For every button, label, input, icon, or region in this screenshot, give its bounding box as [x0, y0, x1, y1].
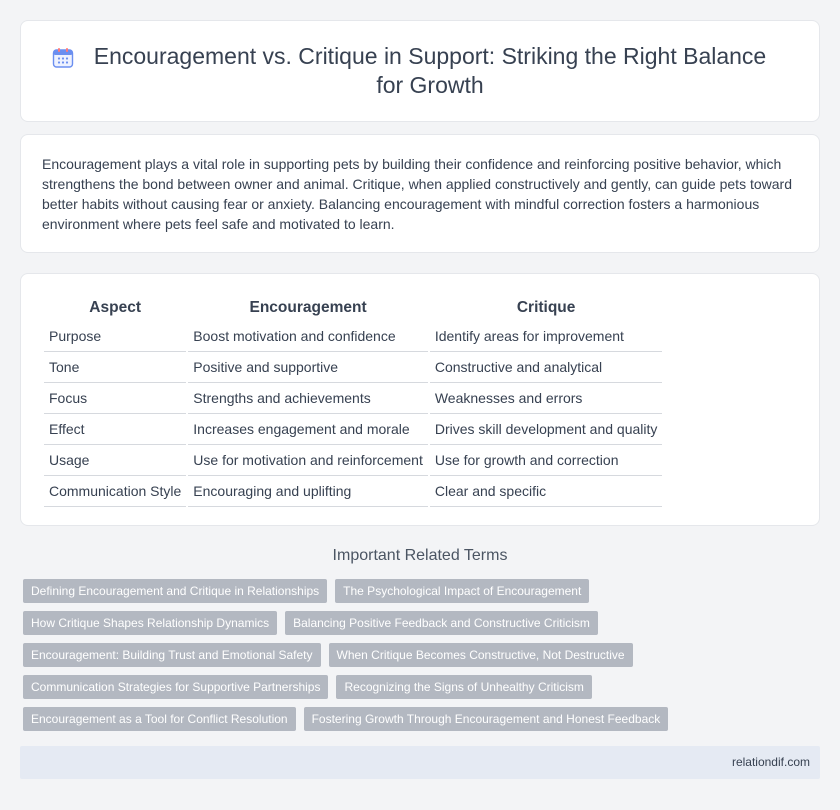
comparison-table	[42, 295, 664, 507]
column-header-aspect: Aspect	[89, 299, 141, 316]
related-term-tag[interactable]: Encouragement: Building Trust and Emotional Safety	[23, 643, 321, 667]
table-row	[44, 321, 662, 352]
related-term-tag[interactable]: Defining Encouragement and Critique in Relationships	[23, 579, 327, 603]
table-cell: Weaknesses and errors	[430, 383, 663, 414]
table-cell: Use for growth and correction	[430, 445, 663, 476]
related-term-tag[interactable]: Recognizing the Signs of Unhealthy Criticism	[336, 675, 591, 699]
table-row	[44, 383, 662, 414]
table-cell: Encouraging and uplifting	[188, 476, 428, 507]
table-row	[44, 414, 662, 445]
table-row	[44, 476, 662, 507]
table-cell: Increases engagement and morale	[188, 414, 428, 445]
page-title	[80, 42, 780, 100]
table-row	[44, 445, 662, 476]
table-row	[44, 352, 662, 383]
table-cell: Purpose	[44, 321, 186, 352]
calendar-icon	[52, 47, 74, 69]
related-term-tag[interactable]: Encouragement as a Tool for Conflict Resolution	[23, 707, 296, 731]
table-header-row	[44, 295, 662, 321]
table-cell: Strengths and achievements	[188, 383, 428, 414]
related-terms-heading: Important Related Terms	[332, 547, 508, 564]
table-cell: Use for motivation and reinforcement	[188, 445, 428, 476]
column-header-encouragement: Encouragement	[249, 299, 367, 316]
related-terms-list	[23, 579, 823, 739]
page-title-line2: for Growth	[376, 72, 484, 98]
table-cell: Boost motivation and confidence	[188, 321, 428, 352]
footer-site-name[interactable]: relationdif.com	[731, 755, 810, 769]
footer	[20, 746, 820, 779]
related-term-tag[interactable]: Balancing Positive Feedback and Constructive Criticism	[285, 611, 598, 635]
table-cell: Clear and specific	[430, 476, 663, 507]
related-term-tag[interactable]: When Critique Becomes Constructive, Not Destructive	[329, 643, 633, 667]
column-header-critique: Critique	[516, 299, 576, 316]
table-cell: Effect	[44, 414, 186, 445]
related-term-tag[interactable]: Communication Strategies for Supportive Partnerships	[23, 675, 328, 699]
intro-paragraph: Encouragement plays a vital role in supporting pets by building their confidence and reinforcing positive behavior, which strengthens the bond between owner and animal. Critique, when applied constructively and gently, can guide pets toward better habits without causing fear or anxiety. Balancing encouragement with mindful correction fosters a harmonious environment where pets feel safe and motivated to learn.	[42, 156, 792, 232]
table-cell: Focus	[44, 383, 186, 414]
table-cell: Drives skill development and quality	[430, 414, 663, 445]
table-cell: Constructive and analytical	[430, 352, 663, 383]
table-cell: Positive and supportive	[188, 352, 428, 383]
related-term-tag[interactable]: Fostering Growth Through Encouragement and Honest Feedback	[304, 707, 669, 731]
page-title-line1: Encouragement vs. Critique in Support: Striking the Right Balance	[93, 43, 767, 69]
related-term-tag[interactable]: How Critique Shapes Relationship Dynamics	[23, 611, 277, 635]
table-cell: Communication Style	[44, 476, 186, 507]
intro-card	[20, 134, 820, 253]
table-cell: Tone	[44, 352, 186, 383]
related-term-tag[interactable]: The Psychological Impact of Encouragement	[335, 579, 589, 603]
comparison-table-card	[20, 273, 820, 526]
table-cell: Identify areas for improvement	[430, 321, 663, 352]
table-cell: Usage	[44, 445, 186, 476]
